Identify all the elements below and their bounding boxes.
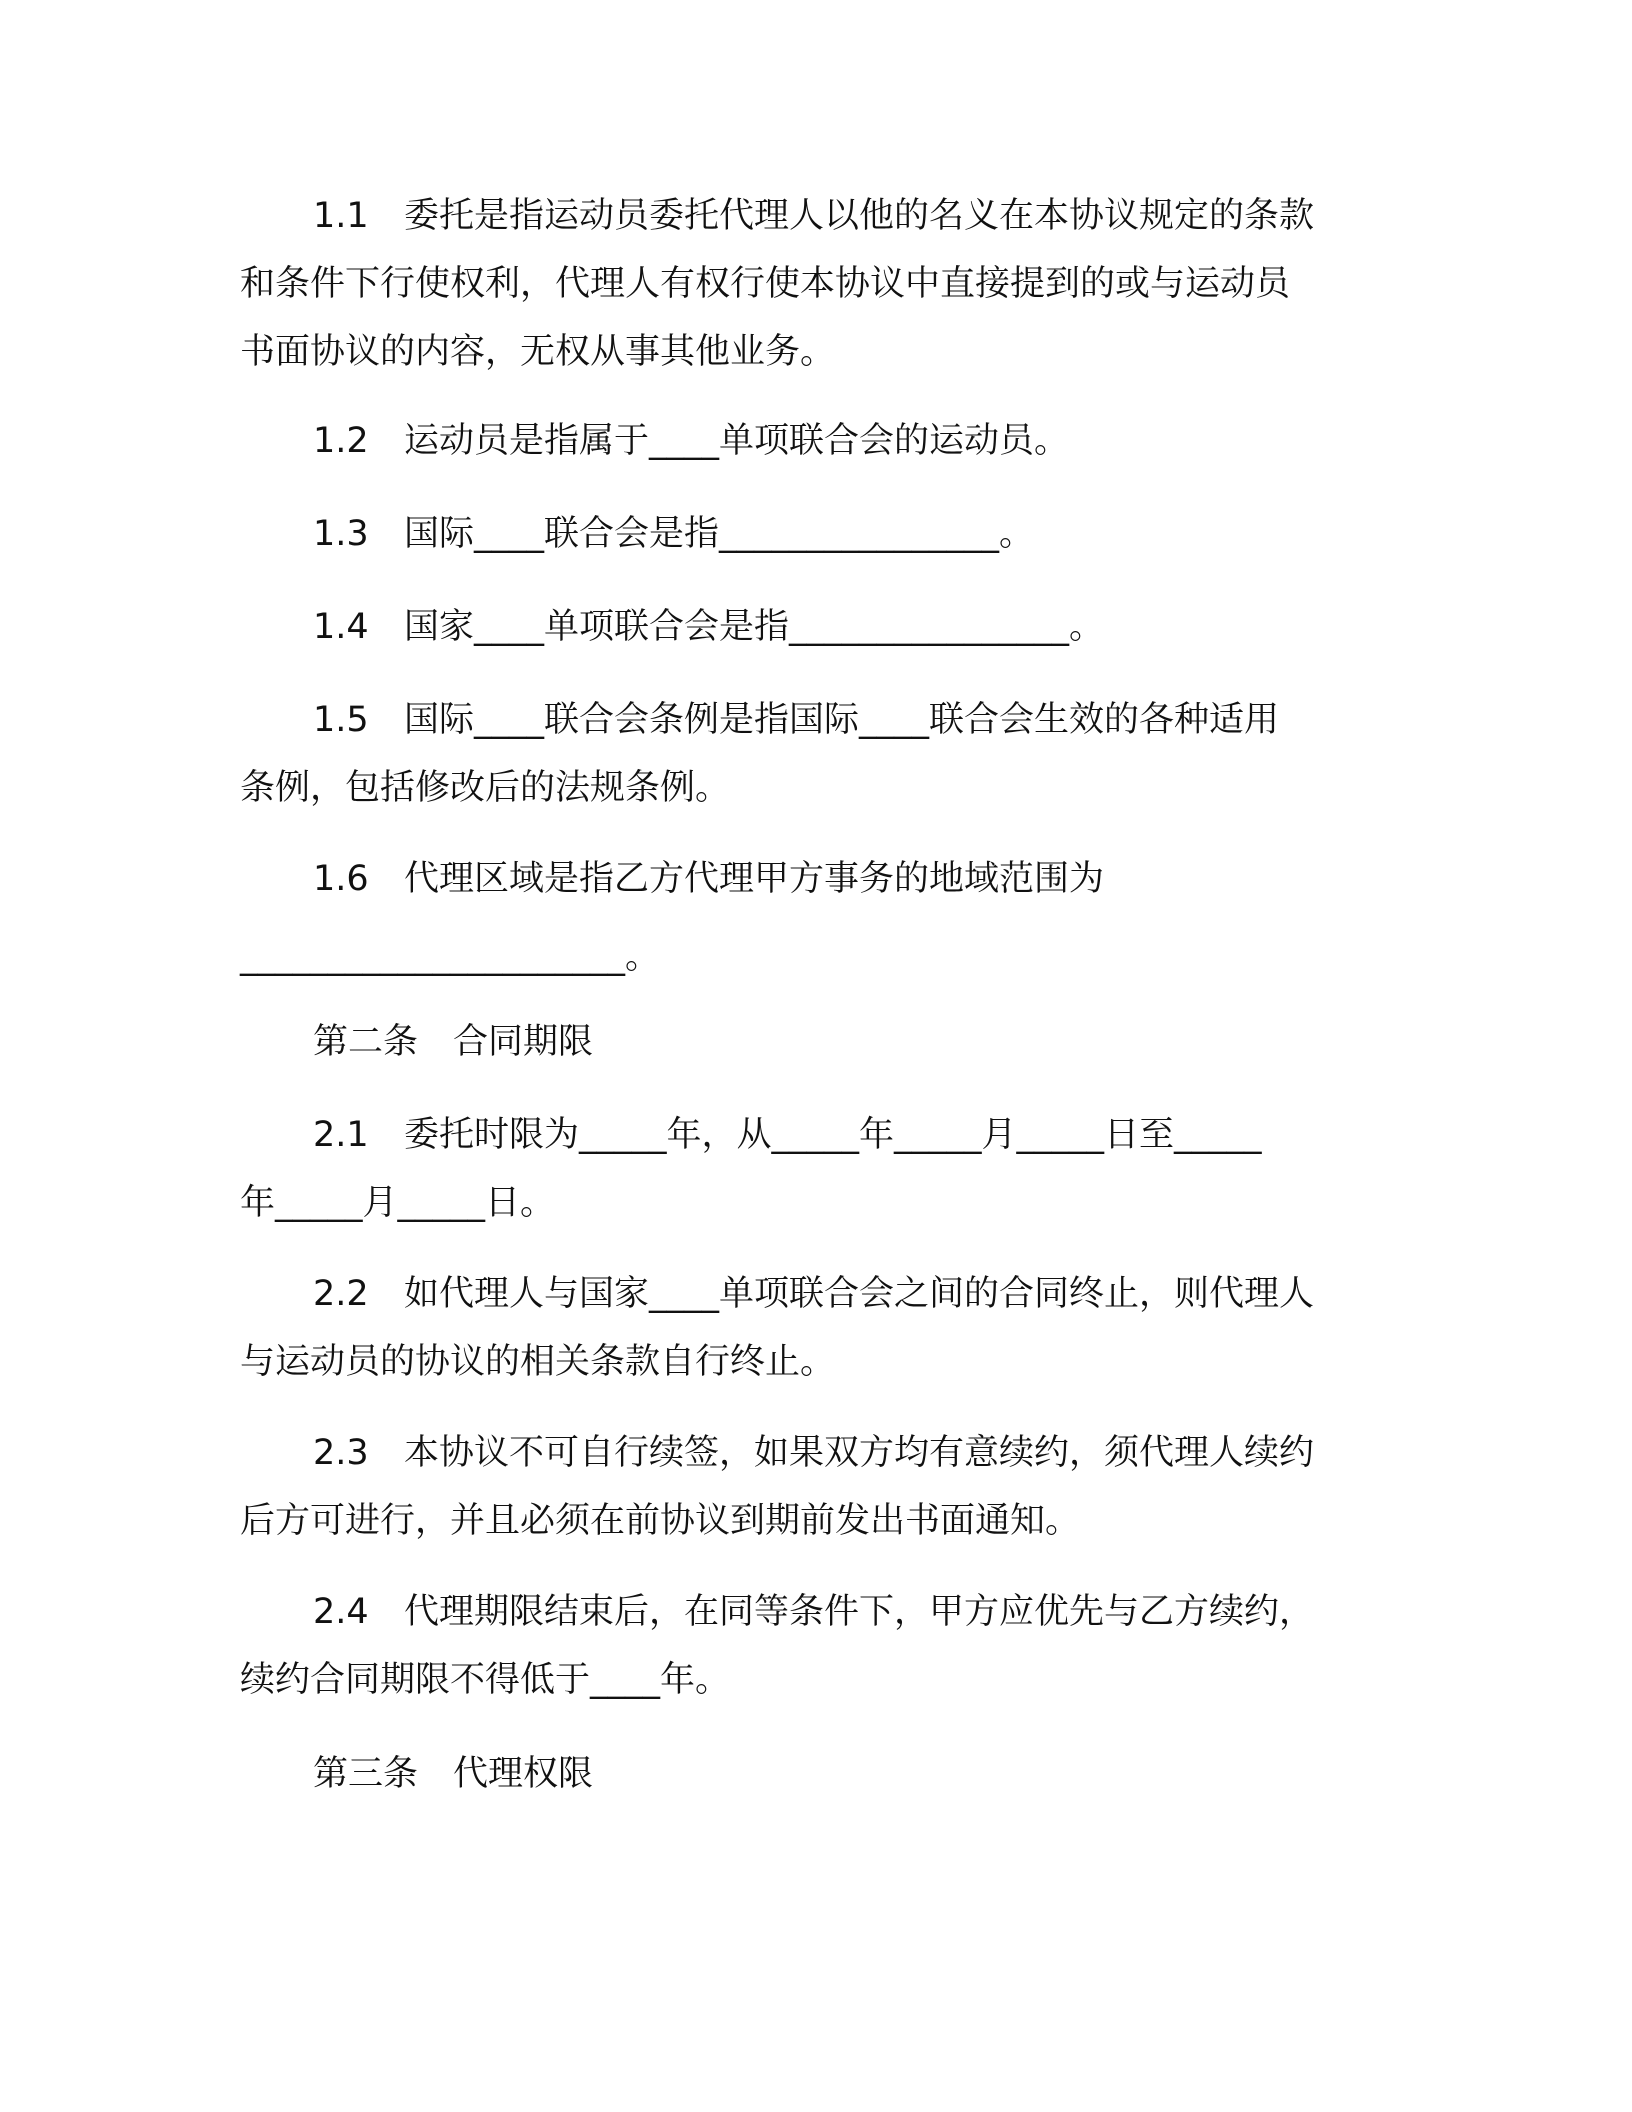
clause-1-4 — [313, 605, 1104, 649]
clause-2-4-line-2: 续约合同期限不得低于____年。 — [240, 1660, 731, 1700]
clause-text: 本协议不可自行续签，如果双方均有意续约，须代理人续约 — [404, 1433, 1315, 1473]
clause-1-1-line-2: 和条件下行使权利，代理人有权行使本协议中直接提到的或与运动员 — [240, 264, 1291, 304]
clause-2-1 — [313, 1113, 1262, 1157]
clause-text: 国际____联合会是指________________。 — [404, 514, 1035, 554]
clause-number: 2.2 — [313, 1274, 369, 1314]
clause-2-3-line-2: 后方可进行，并且必须在前协议到期前发出书面通知。 — [240, 1501, 1081, 1541]
clause-number: 2.3 — [313, 1433, 369, 1473]
clause-1-6 — [313, 857, 1104, 901]
clause-2-1-line-2: 年_____月_____日。 — [240, 1183, 556, 1223]
clause-text: 国际____联合会条例是指国际____联合会生效的各种适用 — [404, 700, 1280, 740]
clause-1-5-line-2: 条例，包括修改后的法规条例。 — [240, 768, 731, 808]
clause-text: 代理期限结束后，在同等条件下，甲方应优先与乙方续约， — [404, 1592, 1315, 1632]
clause-number: 2.1 — [313, 1115, 369, 1155]
clause-1-5 — [313, 698, 1279, 742]
article-2-heading: 第二条 合同期限 — [313, 1022, 594, 1062]
clause-1-1 — [313, 194, 1314, 238]
clause-2-2 — [313, 1272, 1314, 1316]
clause-number: 1.5 — [313, 700, 369, 740]
clause-text: 国家____单项联合会是指________________。 — [404, 607, 1105, 647]
clause-2-2-line-2: 与运动员的协议的相关条款自行终止。 — [240, 1342, 836, 1382]
clause-text: 代理区域是指乙方代理甲方事务的地域范围为 — [404, 859, 1105, 899]
clause-number: 1.4 — [313, 607, 369, 647]
clause-1-2 — [313, 419, 1069, 463]
clause-number: 1.6 — [313, 859, 369, 899]
clause-2-3 — [313, 1431, 1314, 1475]
clause-text: 委托是指运动员委托代理人以他的名义在本协议规定的条款 — [404, 196, 1315, 236]
clause-number: 1.2 — [313, 421, 369, 461]
clause-text: 运动员是指属于____单项联合会的运动员。 — [404, 421, 1070, 461]
clause-1-1-line-3: 书面协议的内容，无权从事其他业务。 — [240, 332, 836, 372]
clause-number: 1.3 — [313, 514, 369, 554]
article-3-heading: 第三条 代理权限 — [313, 1754, 594, 1794]
clause-number: 2.4 — [313, 1592, 369, 1632]
clause-2-4 — [313, 1590, 1314, 1634]
clause-text: 如代理人与国家____单项联合会之间的合同终止，则代理人 — [404, 1274, 1315, 1314]
clause-text: 委托时限为_____年，从_____年_____月_____日至_____ — [404, 1115, 1262, 1155]
clause-number: 1.1 — [313, 196, 369, 236]
clause-1-3 — [313, 512, 1034, 556]
clause-1-6-line-2: ______________________。 — [240, 937, 661, 977]
